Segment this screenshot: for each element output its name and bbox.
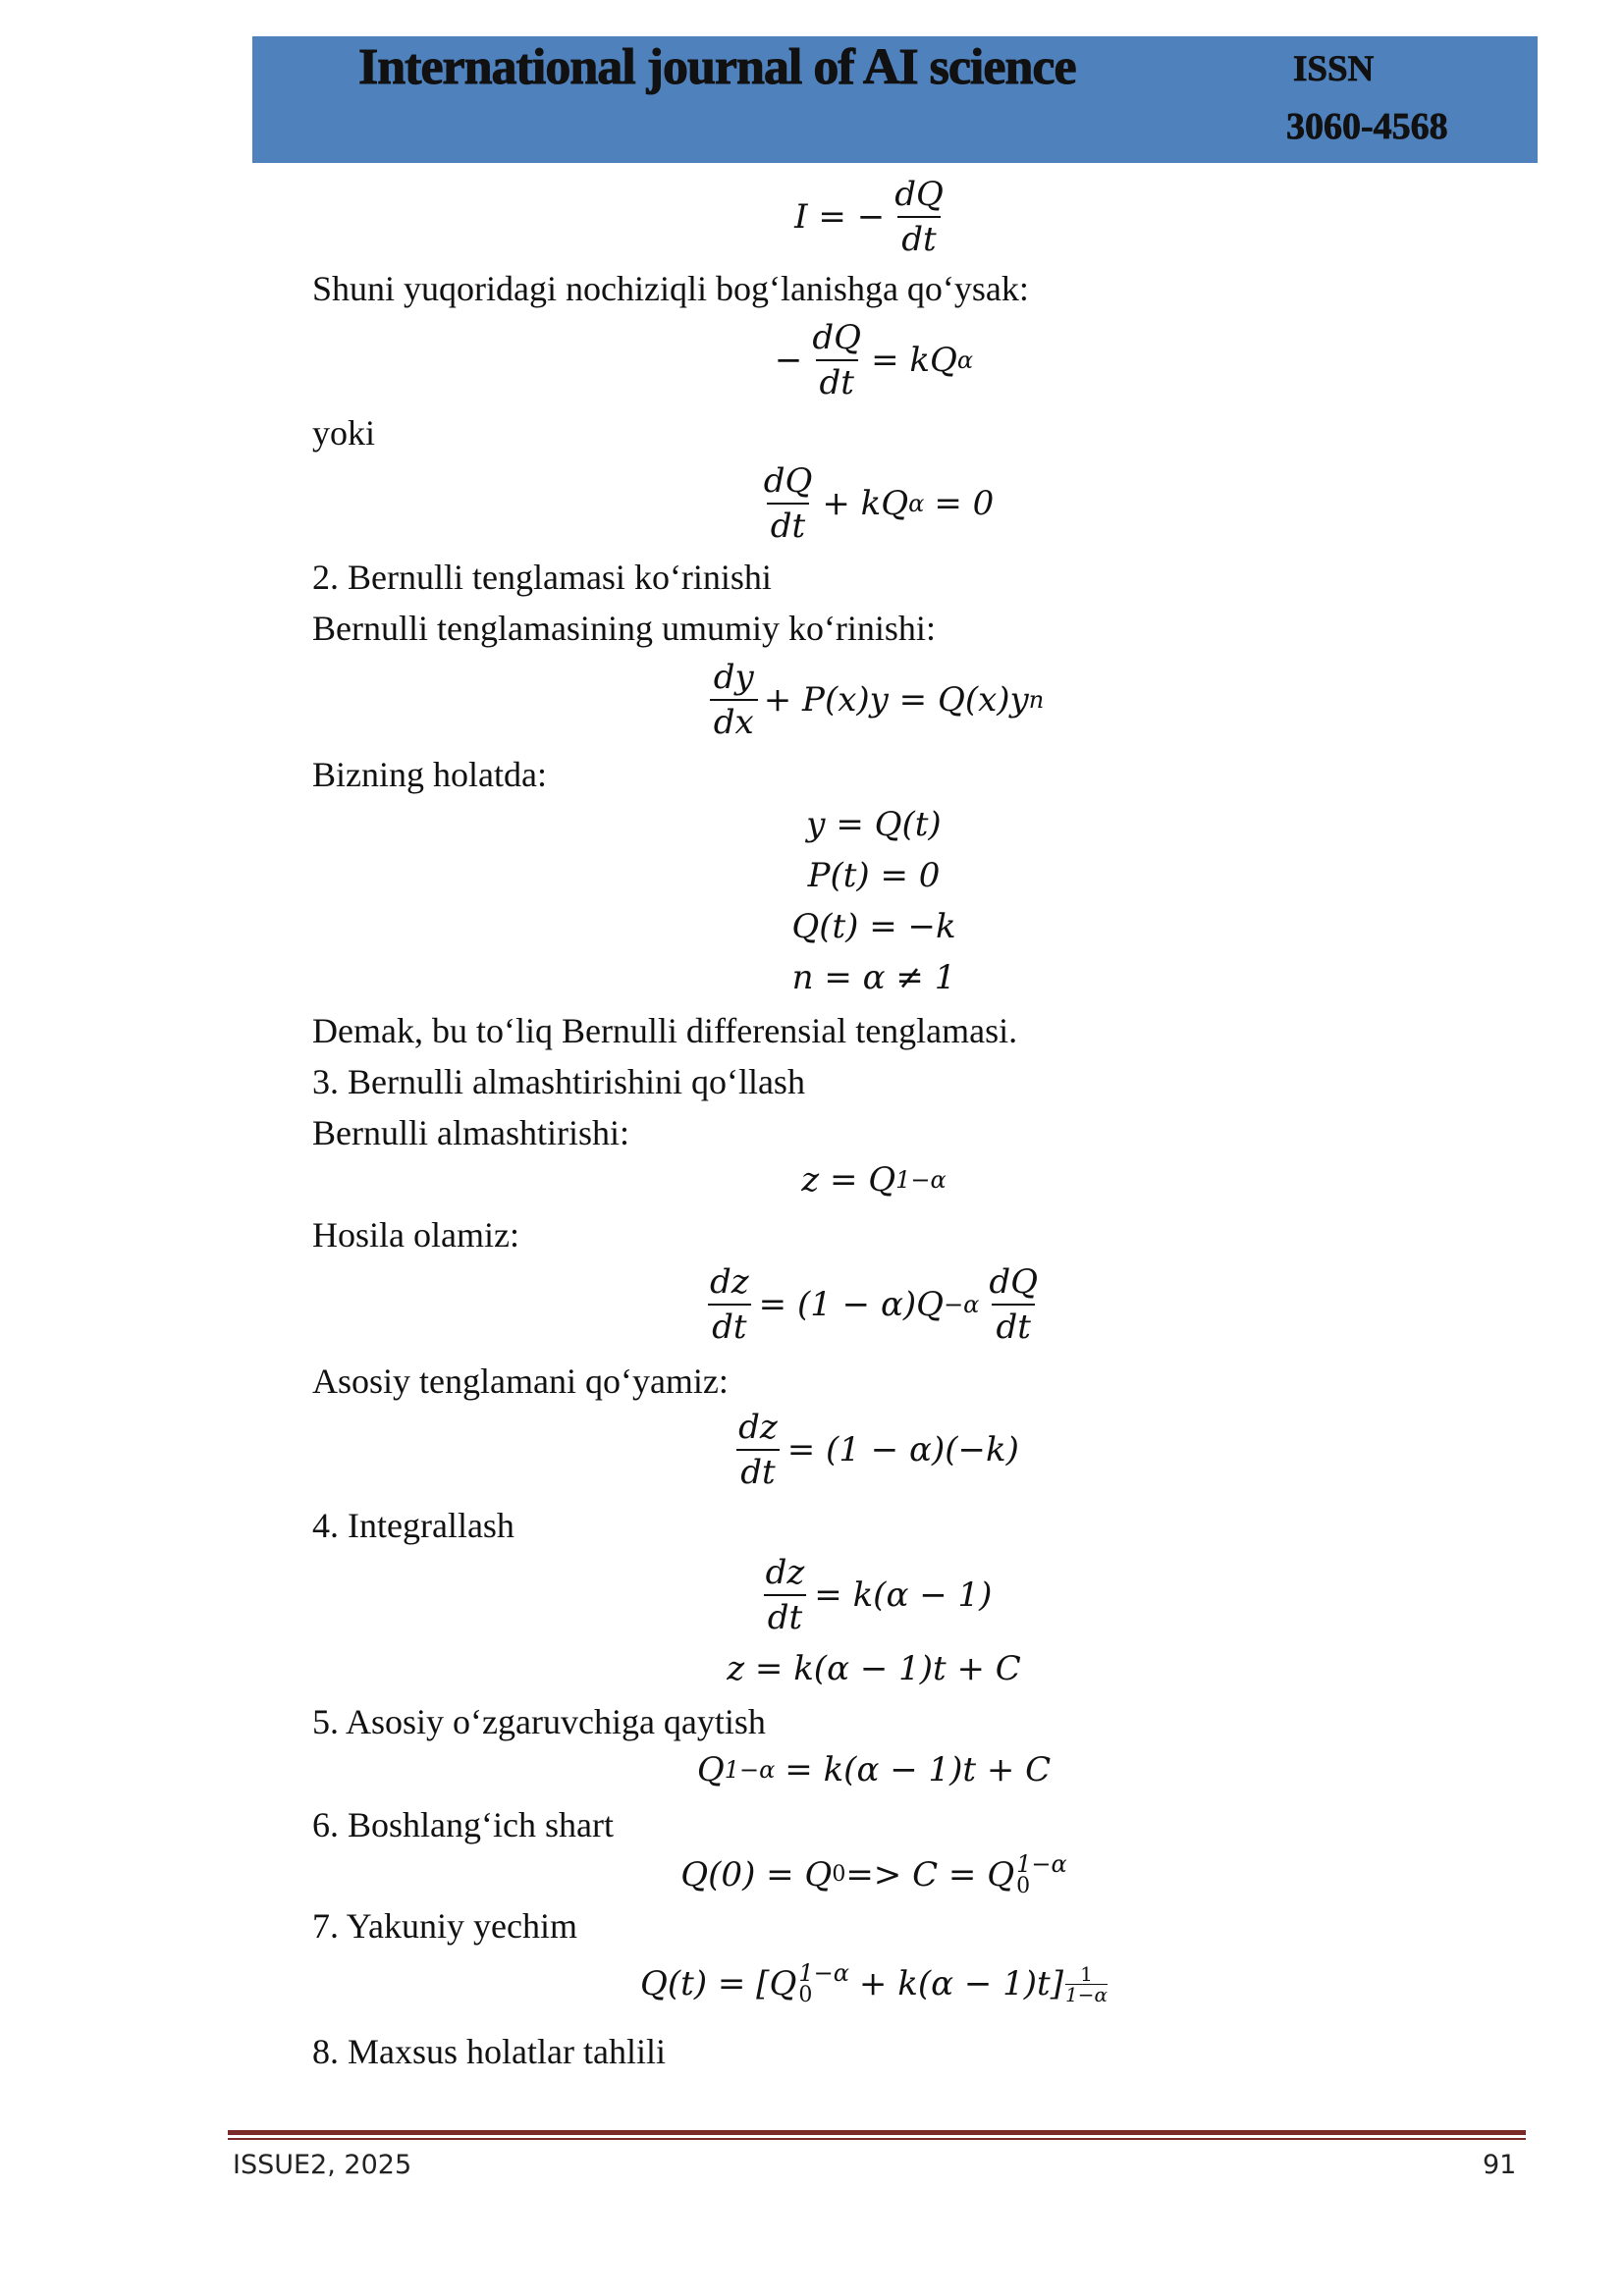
paragraph-insert: Asosiy tenglamani qo‘yamiz: bbox=[312, 1362, 729, 1401]
eq-lhs: z = Q bbox=[801, 1160, 896, 1200]
footer-issue: ISSUE2, 2025 bbox=[233, 2150, 412, 2180]
fraction bbox=[985, 1262, 1042, 1347]
fraction-numerator: dQ bbox=[989, 1262, 1039, 1302]
fraction-numerator: 1 bbox=[1080, 1961, 1093, 1986]
section-heading-8: 8. Maxsus holatlar tahlili bbox=[312, 2032, 666, 2071]
equation-dz: $\frac{dz}{dt}$ = (1 − α)Q −α $\frac{dQ}{dt}$ bbox=[491, 1262, 1257, 1347]
eq-lhs: Q(0) = Q bbox=[680, 1855, 833, 1895]
equation-case-4: n = α ≠ 1 bbox=[791, 958, 956, 997]
fraction-denominator: 1−α bbox=[1064, 1982, 1108, 2006]
subscript: 0 bbox=[798, 1983, 813, 2007]
issn-number: 3060-4568 bbox=[1286, 106, 1448, 147]
fraction-denominator: dt bbox=[897, 216, 940, 259]
fraction-denominator: dt bbox=[736, 1449, 779, 1492]
issn-label: ISSN bbox=[1293, 49, 1375, 89]
equation-case-3: Q(t) = −k bbox=[791, 907, 956, 946]
eq-middle: => C = Q bbox=[845, 1855, 1015, 1895]
paragraph-general-form: Bernulli tenglamasining umumiy ko‘rinishi: bbox=[312, 609, 936, 648]
section-heading-4: 4. Integrallash bbox=[312, 1506, 514, 1545]
footer-rule-thin bbox=[228, 2138, 1526, 2140]
fraction-numerator: dz bbox=[738, 1408, 778, 1447]
fraction-numerator: dQ bbox=[894, 175, 944, 214]
section-heading-3: 3. Bernulli almashtirishini qo‘llash bbox=[312, 1062, 805, 1101]
sup-sub bbox=[1016, 1852, 1067, 1897]
equation-final-solution bbox=[491, 1961, 1257, 2006]
fraction-denominator: dt bbox=[767, 503, 809, 546]
eq-rhs: = (1 − α)(−k) bbox=[786, 1430, 1019, 1469]
equation-bernoulli: $\frac{dy}{dx}$ + P(x)y = Q(x)y n bbox=[491, 658, 1257, 742]
equation-case-2: P(t) = 0 bbox=[807, 856, 941, 895]
journal-title: International journal of AI science bbox=[358, 39, 1076, 95]
eq-middle: = (1 − α)Q bbox=[758, 1285, 945, 1324]
exponent-fraction bbox=[1064, 1961, 1108, 2006]
paragraph-substitution: Bernulli almashtirishi: bbox=[312, 1113, 629, 1152]
paragraph-or: yoki bbox=[312, 413, 376, 453]
paragraph-substitute: Shuni yuqoridagi nochiziqli bog‘lanishga qo‘ysak: bbox=[312, 269, 1029, 308]
fraction-numerator: dz bbox=[709, 1262, 749, 1302]
eq-middle: + k(α − 1)t] bbox=[858, 1964, 1063, 2003]
equation-case-1: y = Q(t) bbox=[806, 805, 942, 844]
fraction bbox=[710, 658, 758, 742]
equation-initial-condition: Q(0) = Q 0 => C = Q 1−α 0 bbox=[680, 1850, 1067, 1898]
fraction bbox=[762, 1553, 809, 1637]
fraction-numerator: dy bbox=[713, 658, 754, 697]
equation-dz-3 bbox=[491, 1553, 1257, 1637]
sup-sub bbox=[798, 1961, 849, 2006]
footer-rule bbox=[228, 2130, 1526, 2135]
paragraph-our-case: Bizning holatda: bbox=[312, 755, 547, 794]
fraction bbox=[706, 1262, 753, 1347]
eq-rhs: = kQ bbox=[871, 341, 957, 380]
equation-back-substitution: Q 1−α = k(α − 1)t + C bbox=[696, 1750, 1052, 1789]
eq-base: Q bbox=[696, 1750, 725, 1789]
fraction-denominator: dt bbox=[992, 1304, 1034, 1347]
fraction-numerator: dz bbox=[765, 1553, 805, 1592]
superscript: 1−α bbox=[1016, 1850, 1067, 1878]
equation-z: z = Q 1−α bbox=[801, 1160, 947, 1200]
equation-z-2: z = k(α − 1)t + C bbox=[727, 1649, 1021, 1688]
superscript: 1−α bbox=[798, 1959, 849, 1987]
eq-sign: − bbox=[774, 341, 803, 380]
eq-rhs: = k(α − 1) bbox=[814, 1575, 993, 1615]
fraction-numerator: dQ bbox=[763, 461, 813, 501]
fraction bbox=[760, 461, 817, 546]
paragraph-derivative: Hosila olamiz: bbox=[312, 1215, 519, 1255]
eq-rhs: = k(α − 1)t + C bbox=[785, 1750, 1052, 1789]
subscript: 0 bbox=[1016, 1874, 1031, 1898]
fraction bbox=[891, 175, 947, 259]
section-heading-2: 2. Bernulli tenglamasi ko‘rinishi bbox=[312, 558, 772, 597]
section-heading-6: 6. Boshlang‘ich shart bbox=[312, 1805, 614, 1844]
fraction bbox=[734, 1408, 782, 1492]
equation-substituted: − $\frac{dQ}{dt}$ = kQ α bbox=[774, 318, 974, 402]
section-heading-5: 5. Asosiy o‘zgaruvchiga qaytish bbox=[312, 1702, 766, 1741]
fraction-denominator: dt bbox=[764, 1594, 806, 1637]
journal-header-banner bbox=[252, 36, 1538, 163]
equation-rearranged: $\frac{dQ}{dt}$ + kQ α = 0 bbox=[491, 461, 1257, 546]
eq-lhs: Q(t) = [Q bbox=[640, 1964, 797, 2003]
fraction-denominator: dt bbox=[708, 1304, 750, 1347]
equation-dz-2 bbox=[491, 1408, 1257, 1492]
equation-current bbox=[491, 175, 1257, 259]
page-number: 91 bbox=[1483, 2150, 1517, 2180]
eq-middle: + kQ bbox=[822, 484, 909, 523]
fraction bbox=[808, 318, 865, 402]
fraction-denominator: dt bbox=[816, 359, 858, 402]
paragraph-conclusion: Demak, bu to‘liq Bernulli differensial tenglamasi. bbox=[312, 1011, 1018, 1050]
section-heading-7: 7. Yakuniy yechim bbox=[312, 1906, 577, 1946]
eq-middle: + P(x)y = Q(x)y bbox=[763, 680, 1029, 720]
fraction-numerator: dQ bbox=[812, 318, 862, 357]
fraction-denominator: dx bbox=[710, 699, 758, 742]
eq-rhs: = 0 bbox=[934, 484, 995, 523]
eq-lhs: I = − bbox=[794, 197, 886, 237]
